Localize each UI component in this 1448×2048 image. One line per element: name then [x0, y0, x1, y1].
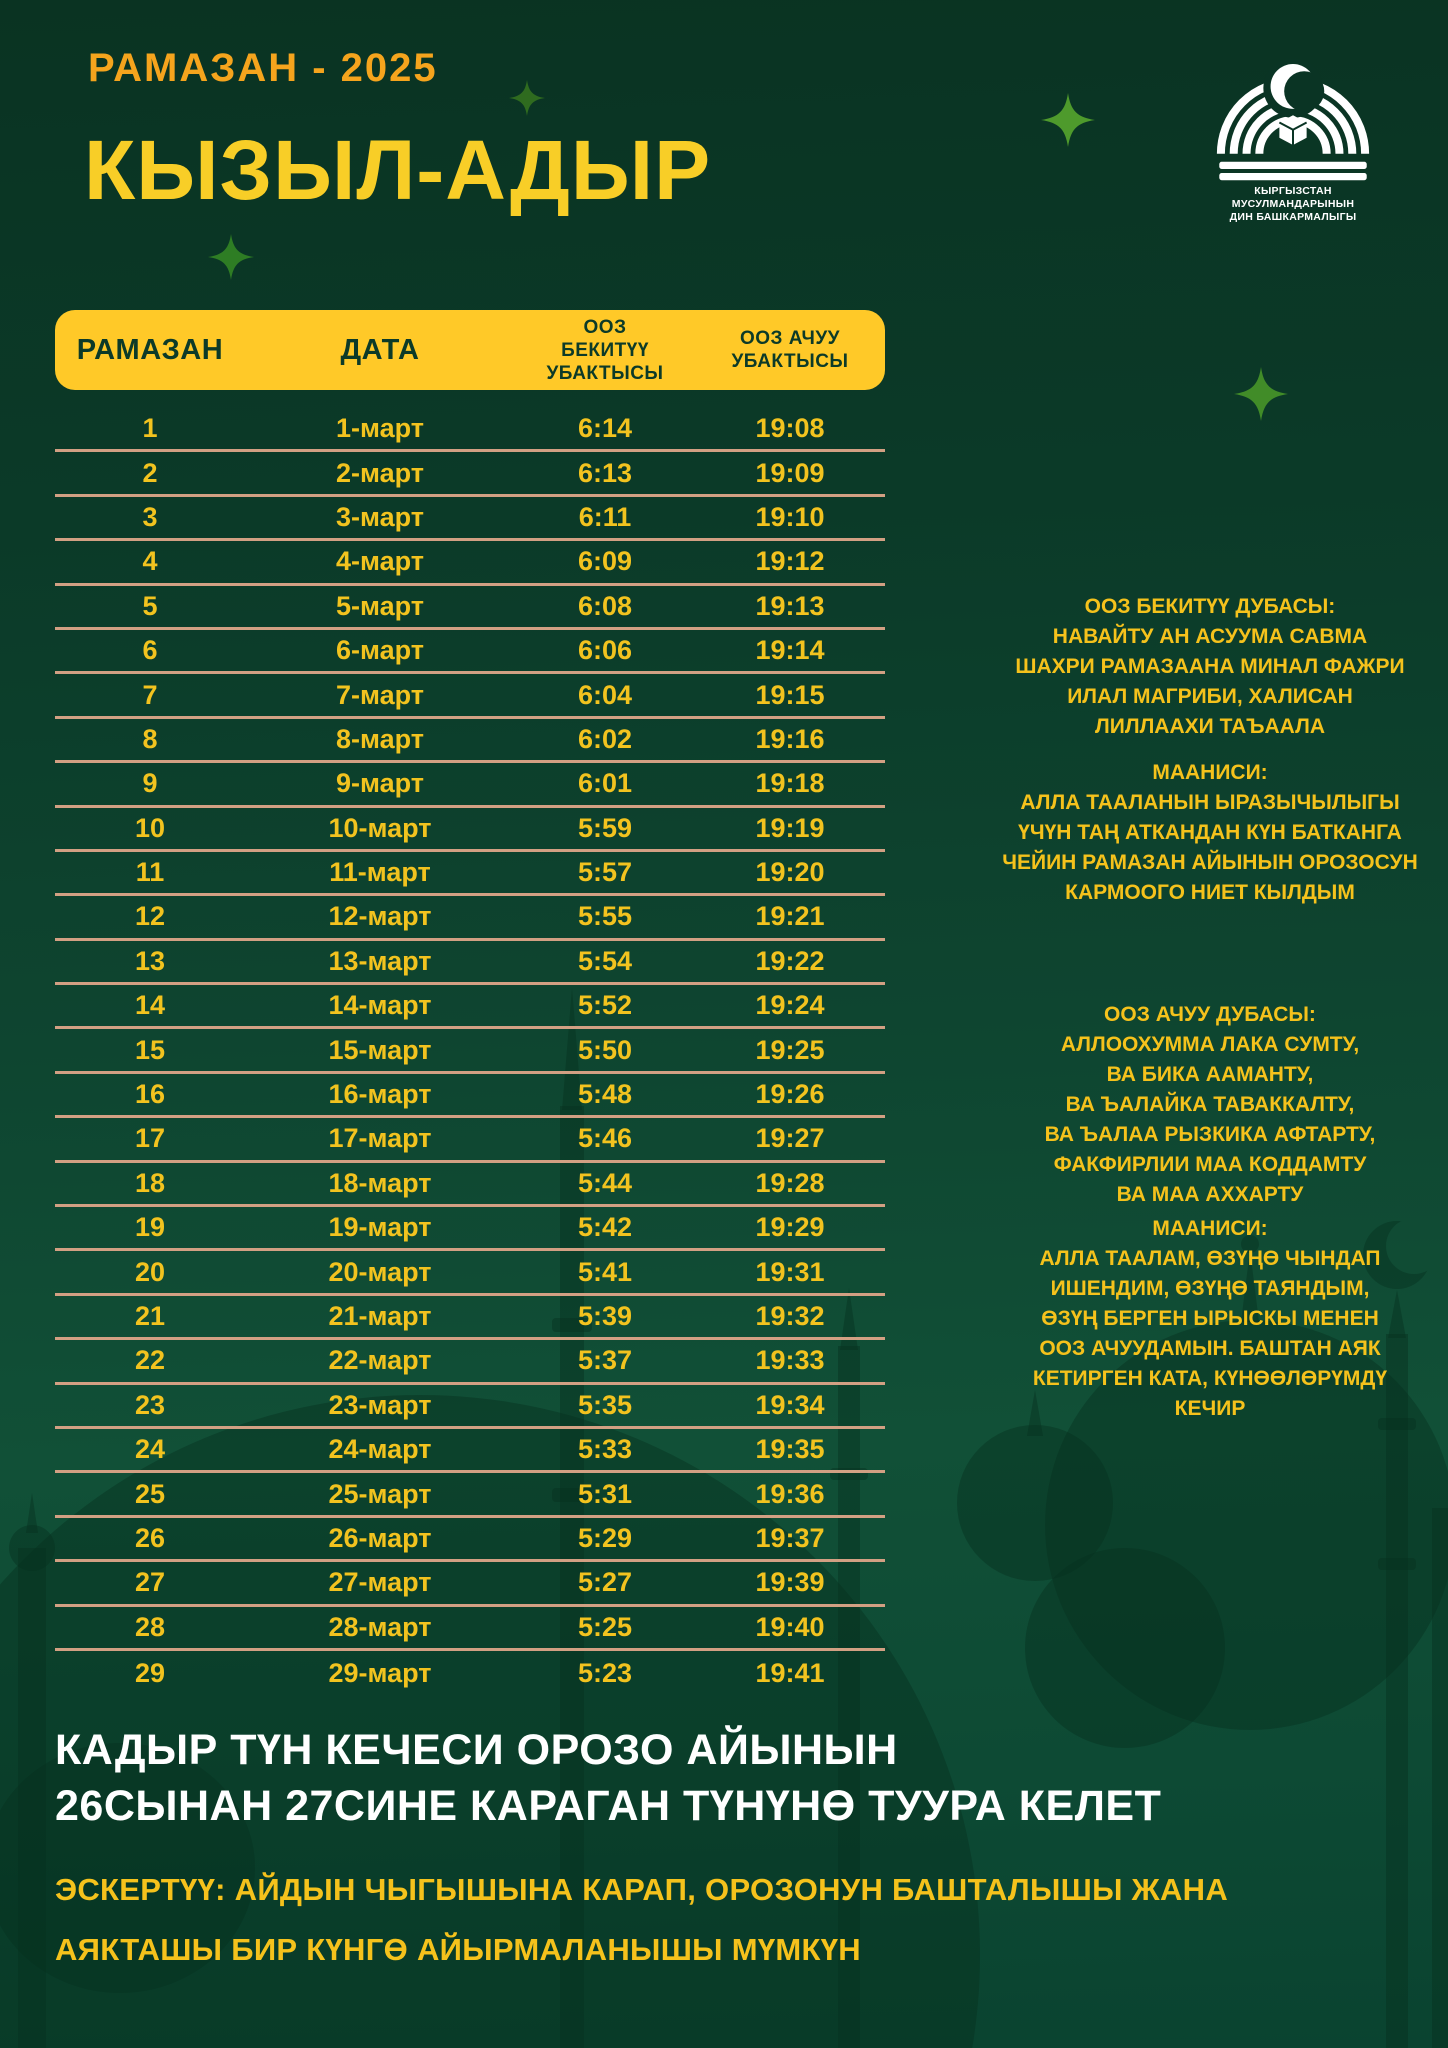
ramadan-day-cell: 18: [134, 1167, 166, 1198]
sehri-time-cell: 5:23: [577, 1657, 633, 1688]
dua-line: ВА БИКА ААМАНТУ,: [1106, 1063, 1314, 1086]
sehri-time-cell: 5:48: [577, 1079, 633, 1110]
table-row: [55, 630, 885, 674]
ramadan-day-cell: 17: [134, 1123, 166, 1154]
table-row: [55, 674, 885, 718]
table-row: [55, 763, 885, 807]
page-title-city: КЫЗЫЛ-АДЫР: [84, 123, 712, 217]
table-row: [55, 719, 885, 763]
dua-line: ЛИЛЛААХИ ТАЪААЛА: [1095, 715, 1325, 738]
date-cell: 25-март: [328, 1478, 432, 1509]
iftar-time-cell: 19:20: [755, 857, 825, 888]
ramadan-day-cell: 9: [142, 768, 158, 799]
table-row: [55, 1607, 885, 1651]
iftar-time-cell: 19:12: [755, 546, 825, 577]
iftar-time-cell: 19:22: [755, 945, 825, 976]
iftar-time-cell: 19:37: [755, 1522, 825, 1553]
sehri-time-cell: 5:25: [577, 1611, 633, 1642]
column-header-date: ДАТА: [340, 333, 420, 366]
iftar-time-cell: 19:35: [755, 1434, 825, 1465]
meaning-line: ЧЕЙИН РАМАЗАН АЙЫНЫН ОРОЗОСУН: [1002, 851, 1418, 874]
date-cell: 7-март: [335, 679, 424, 710]
dua-line: ИЛАЛ МАГРИБИ, ХАЛИСАН: [1067, 685, 1353, 708]
date-cell: 5-март: [335, 590, 424, 621]
meaning-line: ИШЕНДИМ, ӨЗҮҢӨ ТАЯНДЫМ,: [1050, 1277, 1370, 1300]
ramadan-day-cell: 20: [134, 1256, 166, 1287]
sehri-time-cell: 5:46: [577, 1123, 633, 1154]
sehri-time-cell: 5:31: [577, 1478, 633, 1509]
ramadan-day-cell: 3: [142, 501, 158, 532]
sehri-time-cell: 5:57: [577, 857, 633, 888]
sehri-time-cell: 6:02: [577, 723, 633, 754]
meaning-line: ӨЗҮҢ БЕРГЕН ЫРЫСКЫ МЕНЕН: [1041, 1307, 1379, 1330]
meaning-line: ҮЧҮН ТАҢ АТКАНДАН КҮН БАТКАНГА: [1018, 821, 1402, 844]
sehri-time-cell: 5:55: [577, 901, 633, 932]
date-cell: 20-март: [328, 1256, 432, 1287]
iftar-time-cell: 19:32: [755, 1301, 825, 1331]
iftar-time-cell: 19:31: [755, 1256, 825, 1287]
sehri-time-cell: 5:41: [577, 1256, 633, 1287]
star-icon: [509, 80, 545, 116]
muftiyat-emblem-icon: [1204, 56, 1382, 181]
table-row: [55, 985, 885, 1029]
iftar-dua-title: ООЗ АЧУУ ДУБАСЫ:: [1104, 1003, 1316, 1026]
table-row: [55, 586, 885, 630]
sehri-time-cell: 6:13: [577, 457, 633, 488]
table-row: [55, 1251, 885, 1295]
ramadan-day-cell: 7: [142, 679, 158, 710]
date-cell: 18-март: [328, 1167, 432, 1198]
ramadan-day-cell: 10: [134, 812, 166, 843]
date-cell: 8-март: [335, 723, 424, 754]
table-row: [55, 1651, 885, 1695]
ramadan-day-cell: 8: [142, 723, 158, 754]
iftar-time-cell: 19:21: [755, 901, 825, 932]
date-cell: 14-март: [328, 990, 432, 1021]
date-cell: 21-март: [328, 1301, 432, 1331]
date-cell: 9-март: [335, 768, 424, 799]
iftar-time-cell: 19:18: [755, 768, 825, 799]
prayer-schedule-table: [55, 310, 885, 1695]
ramadan-day-cell: 23: [134, 1389, 166, 1420]
sehri-time-cell: 6:04: [577, 679, 633, 710]
date-cell: 16-март: [328, 1079, 432, 1110]
ramadan-day-cell: 5: [142, 590, 158, 621]
dua-line: АЛЛООХУММА ЛАКА СУМТУ,: [1060, 1033, 1360, 1056]
ramadan-day-cell: 28: [134, 1611, 166, 1642]
table-row: [55, 941, 885, 985]
ramadan-day-cell: 22: [134, 1345, 166, 1376]
ramadan-day-cell: 15: [134, 1034, 166, 1065]
table-row: [55, 1562, 885, 1606]
date-cell: 15-март: [328, 1034, 432, 1065]
kadyr-night-note: КАДЫР ТҮН КЕЧЕСИ ОРОЗО АЙЫНЫН 26СЫНАН 27СИНЕ КАРАГАН ТҮНҮНӨ ТУУРА КЕЛЕТ: [55, 1726, 1162, 1830]
iftar-time-cell: 19:13: [755, 590, 825, 621]
iftar-time-cell: 19:41: [755, 1657, 825, 1688]
sehri-meaning-lines: [980, 788, 1440, 908]
muftiyat-logo: [1198, 56, 1388, 224]
star-icon: [208, 234, 254, 280]
ramadan-day-cell: 24: [134, 1434, 166, 1465]
date-cell: 26-март: [328, 1522, 432, 1553]
date-cell: 13-март: [328, 945, 432, 976]
meaning-line: ООЗ АЧУУДАМЫН. БАШТАН АЯК: [1039, 1337, 1381, 1360]
meaning-line: АЛЛА ТААЛАМ, ӨЗҮҢӨ ЧЫНДАП: [1039, 1247, 1381, 1270]
iftar-time-cell: 19:26: [755, 1079, 825, 1110]
sehri-dua-title: ООЗ БЕКИТҮҮ ДУБАСЫ:: [1084, 595, 1336, 618]
date-cell: 22-март: [328, 1345, 432, 1376]
iftar-time-cell: 19:09: [755, 457, 825, 488]
ramadan-day-cell: 19: [134, 1212, 166, 1243]
table-header: [55, 310, 885, 390]
sehri-dua-lines: [980, 622, 1440, 742]
star-icon: [1041, 93, 1095, 147]
ramadan-day-cell: 6: [142, 635, 158, 666]
iftar-time-cell: 19:40: [755, 1611, 825, 1642]
sehri-time-cell: 5:27: [577, 1567, 633, 1598]
star-icon: [1234, 367, 1288, 421]
sehri-time-cell: 5:39: [577, 1301, 633, 1331]
date-cell: 28-март: [328, 1611, 432, 1642]
ramadan-day-cell: 2: [142, 457, 158, 488]
date-cell: 27-март: [328, 1567, 432, 1598]
ramadan-day-cell: 29: [134, 1657, 166, 1688]
date-cell: 2-март: [335, 457, 424, 488]
table-row: [55, 497, 885, 541]
iftar-time-cell: 19:34: [755, 1389, 825, 1420]
dua-line: ШАХРИ РАМАЗААНА МИНАЛ ФАЖРИ: [1015, 655, 1405, 678]
sehri-time-cell: 5:29: [577, 1522, 633, 1553]
date-cell: 12-март: [328, 901, 432, 932]
sehri-time-cell: 5:35: [577, 1389, 633, 1420]
ramadan-day-cell: 11: [135, 857, 165, 888]
table-row: [55, 1385, 885, 1429]
date-cell: 17-март: [328, 1123, 432, 1154]
logo-caption: КЫРГЫЗСТАН МУСУЛМАНДАРЫНЫН ДИН БАШКАРМАЛЫГЫ: [1229, 185, 1357, 223]
sehri-time-cell: 5:52: [577, 990, 633, 1021]
table-row: [55, 1074, 885, 1118]
table-body: [55, 408, 885, 1695]
iftar-time-cell: 19:10: [755, 501, 825, 532]
date-cell: 1-март: [335, 413, 424, 444]
sehri-dua-block: [980, 592, 1440, 742]
ramadan-day-cell: 12: [134, 901, 166, 932]
date-cell: 6-март: [335, 635, 424, 666]
date-cell: 23-март: [328, 1389, 432, 1420]
iftar-meaning-block: [980, 1214, 1440, 1424]
iftar-time-cell: 19:33: [755, 1345, 825, 1376]
ramadan-day-cell: 21: [134, 1301, 166, 1331]
table-row: [55, 896, 885, 940]
iftar-time-cell: 19:15: [755, 679, 825, 710]
sehri-time-cell: 6:01: [577, 768, 633, 799]
dua-line: ФАКФИРЛИИ МАА КОДДАМТУ: [1053, 1153, 1367, 1176]
disclaimer-note: ЭСКЕРТҮҮ: АЙДЫН ЧЫГЫШЫНА КАРАП, ОРОЗОНУН БАШТАЛЫШЫ ЖАНА АЯКТАШЫ БИР КҮНГӨ АЙЫРМАЛАНЫШЫ МҮМКҮН: [55, 1872, 1229, 1967]
table-row: [55, 452, 885, 496]
iftar-dua-block: [980, 1000, 1440, 1210]
sehri-time-cell: 5:33: [577, 1434, 633, 1465]
column-header-iftar-time: ООЗ АЧУУ УБАКТЫСЫ: [731, 328, 849, 372]
iftar-time-cell: 19:16: [755, 723, 825, 754]
sehri-time-cell: 6:09: [577, 546, 633, 577]
table-row: [55, 541, 885, 585]
iftar-time-cell: 19:29: [755, 1212, 825, 1243]
meaning-line: КЕЧИР: [1174, 1397, 1246, 1420]
sehri-time-cell: 6:08: [577, 590, 633, 621]
iftar-time-cell: 19:39: [755, 1567, 825, 1598]
sehri-time-cell: 5:44: [577, 1167, 633, 1198]
iftar-time-cell: 19:14: [755, 635, 825, 666]
sehri-meaning-title: МААНИСИ:: [1152, 761, 1268, 784]
date-cell: 10-март: [328, 812, 432, 843]
table-row: [55, 1473, 885, 1517]
table-row: [55, 1429, 885, 1473]
dua-line: НАВАЙТУ АН АСУУМА САВМА: [1052, 625, 1368, 648]
ramadan-day-cell: 27: [134, 1567, 166, 1598]
sehri-time-cell: 5:37: [577, 1345, 633, 1376]
table-row: [55, 852, 885, 896]
ramadan-day-cell: 1: [142, 413, 158, 444]
table-row: [55, 1029, 885, 1073]
sehri-time-cell: 5:50: [577, 1034, 633, 1065]
table-row: [55, 808, 885, 852]
table-row: [55, 1518, 885, 1562]
iftar-time-cell: 19:24: [755, 990, 825, 1021]
dua-line: ВА МАА АХХАРТУ: [1116, 1183, 1304, 1206]
sehri-meaning-block: [980, 758, 1440, 908]
table-row: [55, 1296, 885, 1340]
iftar-time-cell: 19:08: [755, 413, 825, 444]
iftar-time-cell: 19:25: [755, 1034, 825, 1065]
sehri-time-cell: 6:14: [577, 413, 633, 444]
table-row: [55, 1163, 885, 1207]
iftar-time-cell: 19:27: [755, 1123, 825, 1154]
sehri-time-cell: 5:54: [577, 945, 633, 976]
sehri-time-cell: 6:11: [578, 501, 632, 532]
date-cell: 3-март: [335, 501, 424, 532]
meaning-line: АЛЛА ТААЛАНЫН ЫРАЗЫЧЫЛЫГЫ: [1020, 791, 1400, 814]
iftar-meaning-title: МААНИСИ:: [1152, 1217, 1268, 1240]
dua-line: ВА ЪАЛАЙКА ТАВАККАЛТУ,: [1065, 1093, 1355, 1116]
date-cell: 24-март: [328, 1434, 432, 1465]
sehri-time-cell: 5:59: [577, 812, 633, 843]
table-row: [55, 1340, 885, 1384]
sehri-time-cell: 6:06: [577, 635, 633, 666]
ramadan-day-cell: 13: [134, 945, 166, 976]
meaning-line: КАРМООГО НИЕТ КЫЛДЫМ: [1065, 881, 1355, 904]
table-row: [55, 1207, 885, 1251]
iftar-dua-lines: [980, 1030, 1440, 1210]
ramadan-day-cell: 25: [134, 1478, 166, 1509]
iftar-time-cell: 19:28: [755, 1167, 825, 1198]
dua-line: ВА ЪАЛАА РЫЗКИКА АФТАРТУ,: [1044, 1123, 1376, 1146]
season-title: РАМАЗАН - 2025: [88, 46, 438, 90]
sehri-time-cell: 5:42: [577, 1212, 633, 1243]
iftar-meaning-lines: [980, 1244, 1440, 1424]
date-cell: 19-март: [328, 1212, 432, 1243]
iftar-time-cell: 19:36: [755, 1478, 825, 1509]
date-cell: 11-март: [329, 857, 431, 888]
column-header-sehri-time: ООЗ БЕКИТҮҮ УБАКТЫСЫ: [546, 316, 664, 384]
table-row: [55, 1118, 885, 1162]
column-header-ramadan: РАМАЗАН: [76, 333, 224, 366]
ramadan-day-cell: 14: [134, 990, 166, 1021]
ramadan-day-cell: 16: [134, 1079, 166, 1110]
date-cell: 29-март: [328, 1657, 432, 1688]
iftar-time-cell: 19:19: [755, 812, 825, 843]
table-row: [55, 408, 885, 452]
ramadan-day-cell: 26: [134, 1522, 166, 1553]
meaning-line: КЕТИРГЕН КАТА, КҮНӨӨЛӨРҮМДҮ: [1032, 1367, 1388, 1390]
ramadan-day-cell: 4: [142, 546, 158, 577]
date-cell: 4-март: [335, 546, 424, 577]
